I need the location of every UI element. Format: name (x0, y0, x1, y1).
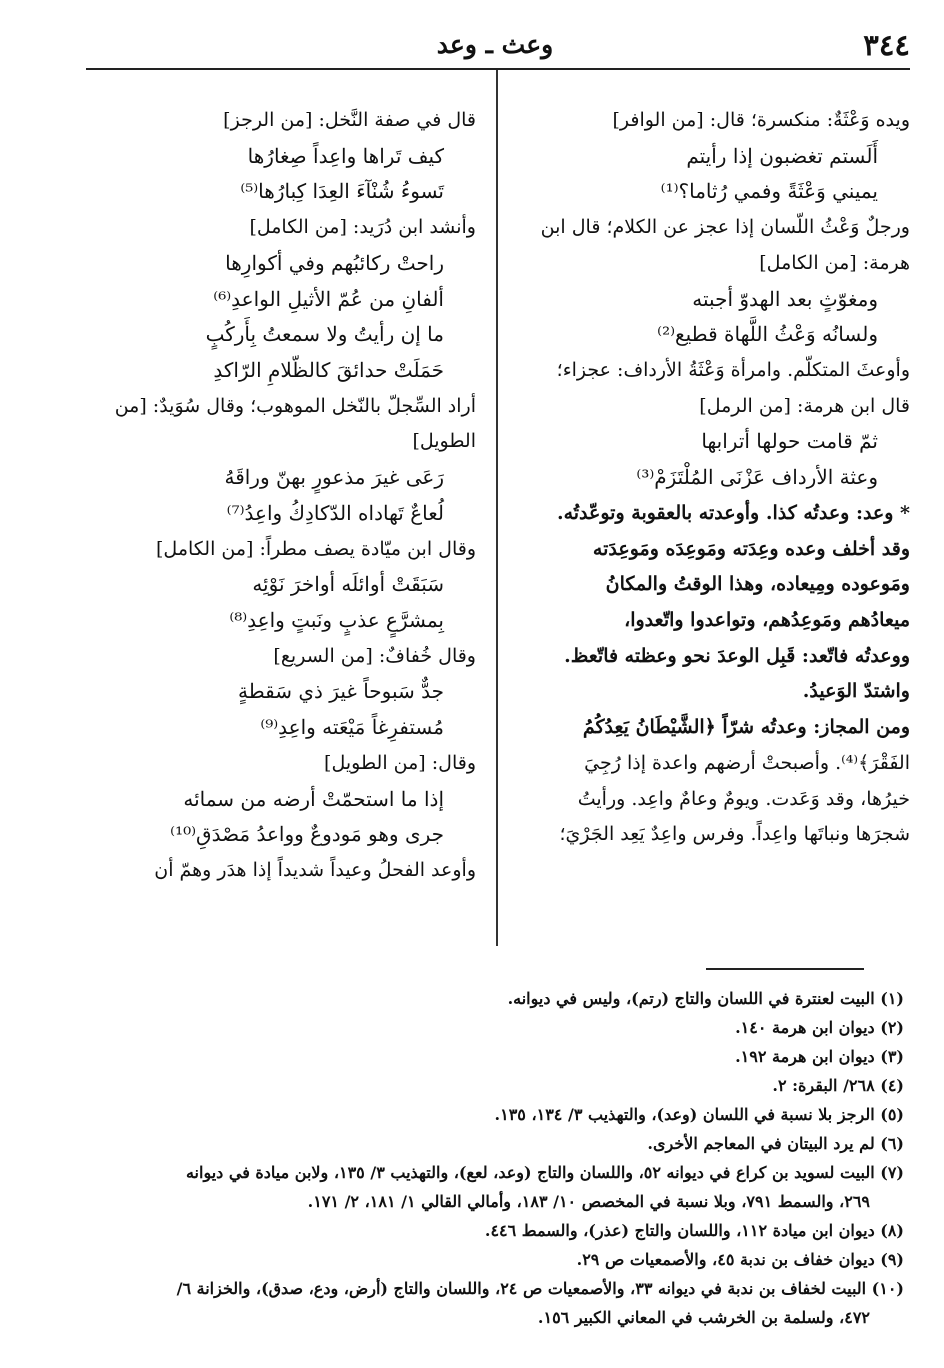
text-line: ميعادُهم ومَوعِدُهم، وتواعدوا واتّعدوا، (624, 609, 910, 631)
footnote: (٥) الرجز بلا نسبة في اللسان (وعد)، والتهذيب ٣/ ١٣٤، ١٣٥. (494, 1105, 904, 1124)
footnote: (١٠) البيت لخفاف بن ندبة في ديوانه ٣٣، والأصمعيات ص ٢٤، واللسان والتاج (أرض، ودع، صدق)، والخزانة ٦/ (176, 1279, 904, 1298)
footnote: (٨) ديوان ابن ميادة ١١٢، واللسان والتاج (عذر)، والسمط ٤٤٦. (484, 1221, 904, 1240)
footnote-continuation: ٢٦٩، والسمط ٧٩١، وبلا نسبة في المخصص ١٠/ ١٨٣، وأمالي القالي ١/ ١٨١، ٢/ ١٧١. (307, 1192, 870, 1211)
entry-heading-line: * وعد: وعدتُه كذا. وأوعدته بالعقوبة وتوعّدتُه. (556, 502, 910, 524)
text-line: وأوعد الفحلُ وعيداً شديداً إذا هدَر وهمّ أن (154, 859, 476, 881)
verse-line: ألفانِ من عُمّ الأثيلِ الواعدِ⁽⁶⁾ (213, 287, 444, 311)
text-line: ورجلٌ وَعْثُ اللّسان إذا عجز عن الكلام؛ قال ابن (540, 216, 910, 238)
verse-line: بِمشرَّعٍ عذبٍ ونَبتٍ واعِدِ⁽⁸⁾ (229, 608, 444, 632)
column-divider (496, 70, 498, 946)
verse-line: كيف تَراها واعِداً صِغارُها (247, 144, 444, 168)
text-line: وقد أخلف وعده وعِدَته ومَوعِدَه ومَوعِدَته (592, 538, 910, 560)
verse-line: ثمّ قامت حولها أترابها (701, 429, 878, 453)
footnote-rule (706, 968, 864, 970)
verse-line: يميني وَعْثَةً وفمي رُثاما؟⁽¹⁾ (660, 179, 878, 203)
footnote: (٣) ديوان ابن هرمة ١٩٢. (735, 1047, 904, 1066)
text-line: هرمة: [من الكامل] (759, 252, 910, 274)
text-line: ويده وَعْثَةٌ: منكسرة؛ قال: [من الوافر] (612, 109, 910, 131)
footnote: (٩) ديوان خفاف بن ندبة ٤٥، والأصمعيات ص ٢٩. (576, 1250, 904, 1269)
verse-line: ما إن رأيتُ ولا سمعتُ بِأَركُبٍ (205, 322, 444, 346)
footnote: (٧) البيت لسويد بن كراع في ديوانه ٥٢، واللسان والتاج (وعد، لعع)، والتهذيب ٣/ ١٣٥، ولابن ميادة في ديوانه (185, 1163, 904, 1182)
text-line: قال في صفة النَّخل: [من الرجز] (223, 109, 476, 131)
verse-line: جرى وهو مَودوعٌ وواعدُ مَصْدَقِ⁽¹⁰⁾ (170, 822, 444, 846)
verse-line: وعثة الأرداف عَزْنَى المُلْتَزَمْ⁽³⁾ (636, 465, 878, 489)
verse-line: راحتْ ركائبُهم وفي أكوارِها (225, 251, 444, 275)
running-title: وعث ـ وعد (436, 30, 554, 59)
text-line: شجرَها ونباتَها واعِداً. وفرس واعِدٌ يَعِد الجَرْيَ؛ (559, 823, 910, 845)
text-line: ومن المجاز: وعدتُه شرّاً ﴿الشَّيْطَانُ يَعِدُكُمُ (582, 716, 910, 738)
verse-line: ولسانُه وَعْثُ اللَّهاة قطيع⁽²⁾ (657, 322, 878, 346)
verse-line: رَعَى غيرَ مذعورٍ بهنّ وراقَهُ (224, 465, 444, 489)
text-line: الطويل] (412, 430, 476, 452)
page-header (86, 26, 910, 66)
text-line: وقال خُفافٌ: [من السريع] (273, 645, 476, 667)
text-line: قال ابن هرمة: [من الرمل] (699, 395, 910, 417)
text-line: وقال: [من الطويل] (324, 752, 476, 774)
verse-line: حَمَلَتْ حدائقَ كالظّلامِ الرّاكدِ (213, 358, 444, 382)
text-line: الفَقْرَ﴾⁽⁴⁾. وأصبحتْ أرضهم واعدة إذا رُجِيَ (584, 752, 910, 774)
footnote: (١) البيت لعنترة في اللسان والتاج (رتم)، وليس في ديوانه. (507, 989, 904, 1008)
text-line: واشتدّ الوَعيدُ. (802, 680, 910, 702)
footnote: (٤) ٢٦٨/ البقرة: ٢. (772, 1076, 904, 1095)
header-rule (86, 68, 910, 70)
verse-line: إذا ما استحمّتْ أرضه من سمائه (183, 787, 444, 811)
text-line: أراد السِّجلّ بالنّخل الموهوب؛ وقال سُوَيدٌ: [من (114, 395, 476, 417)
footnote: (٢) ديوان ابن هرمة ١٤٠. (735, 1018, 904, 1037)
verse-line: جدٌّ سَبوحاً غيرَ ذي سَقطةٍ (238, 679, 444, 703)
verse-line: لُعاعٌ تَهاداه الدّكادِكُ واعِدُ⁽⁷⁾ (226, 501, 444, 525)
verse-line: تَسوءُ شُنْآءَ العِدَا كِبارُها⁽⁵⁾ (240, 179, 444, 203)
verse-line: سَبَقَتْ أوائلَه أواخرَ نَوْئِه (252, 572, 444, 596)
verse-line: ومغوّثٍ بعد الهدوّ أجبته (692, 287, 878, 311)
verse-line: مُستفرِغاً مَيْعَته واعِدِ⁽⁹⁾ (260, 715, 444, 739)
text-line: خيرُها، وقد وَعَدت. ويومٌ وعامٌ واعِد. ورأيتُ (577, 788, 910, 810)
footnote-continuation: ٤٧٢، ولسلمة بن الخرشب في المعاني الكبير ١٥٦. (537, 1308, 870, 1327)
text-line: ومَوعوده ومِيعاده، وهذا الوقتُ والمكانُ (605, 573, 910, 595)
page-number: ٣٤٤ (863, 28, 910, 62)
text-line: وأوعثَ المتكلّم. وامرأة وَعْثَةُ الأرداف: عجزاء؛ (556, 359, 910, 381)
text-line: ووعدتُه فاتّعد: قَبِل الوعدَ نحو وعظته فاتّعظ. (564, 645, 910, 667)
verse-line: أَلَستم تغضبون إذا رأيتم (686, 144, 878, 168)
text-line: وقال ابن ميّادة يصف مطراً: [من الكامل] (156, 538, 476, 560)
text-line: وأنشد ابن دُرَيد: [من الكامل] (249, 216, 476, 238)
footnote: (٦) لم يرد البيتان في المعاجم الأخرى. (647, 1134, 904, 1153)
